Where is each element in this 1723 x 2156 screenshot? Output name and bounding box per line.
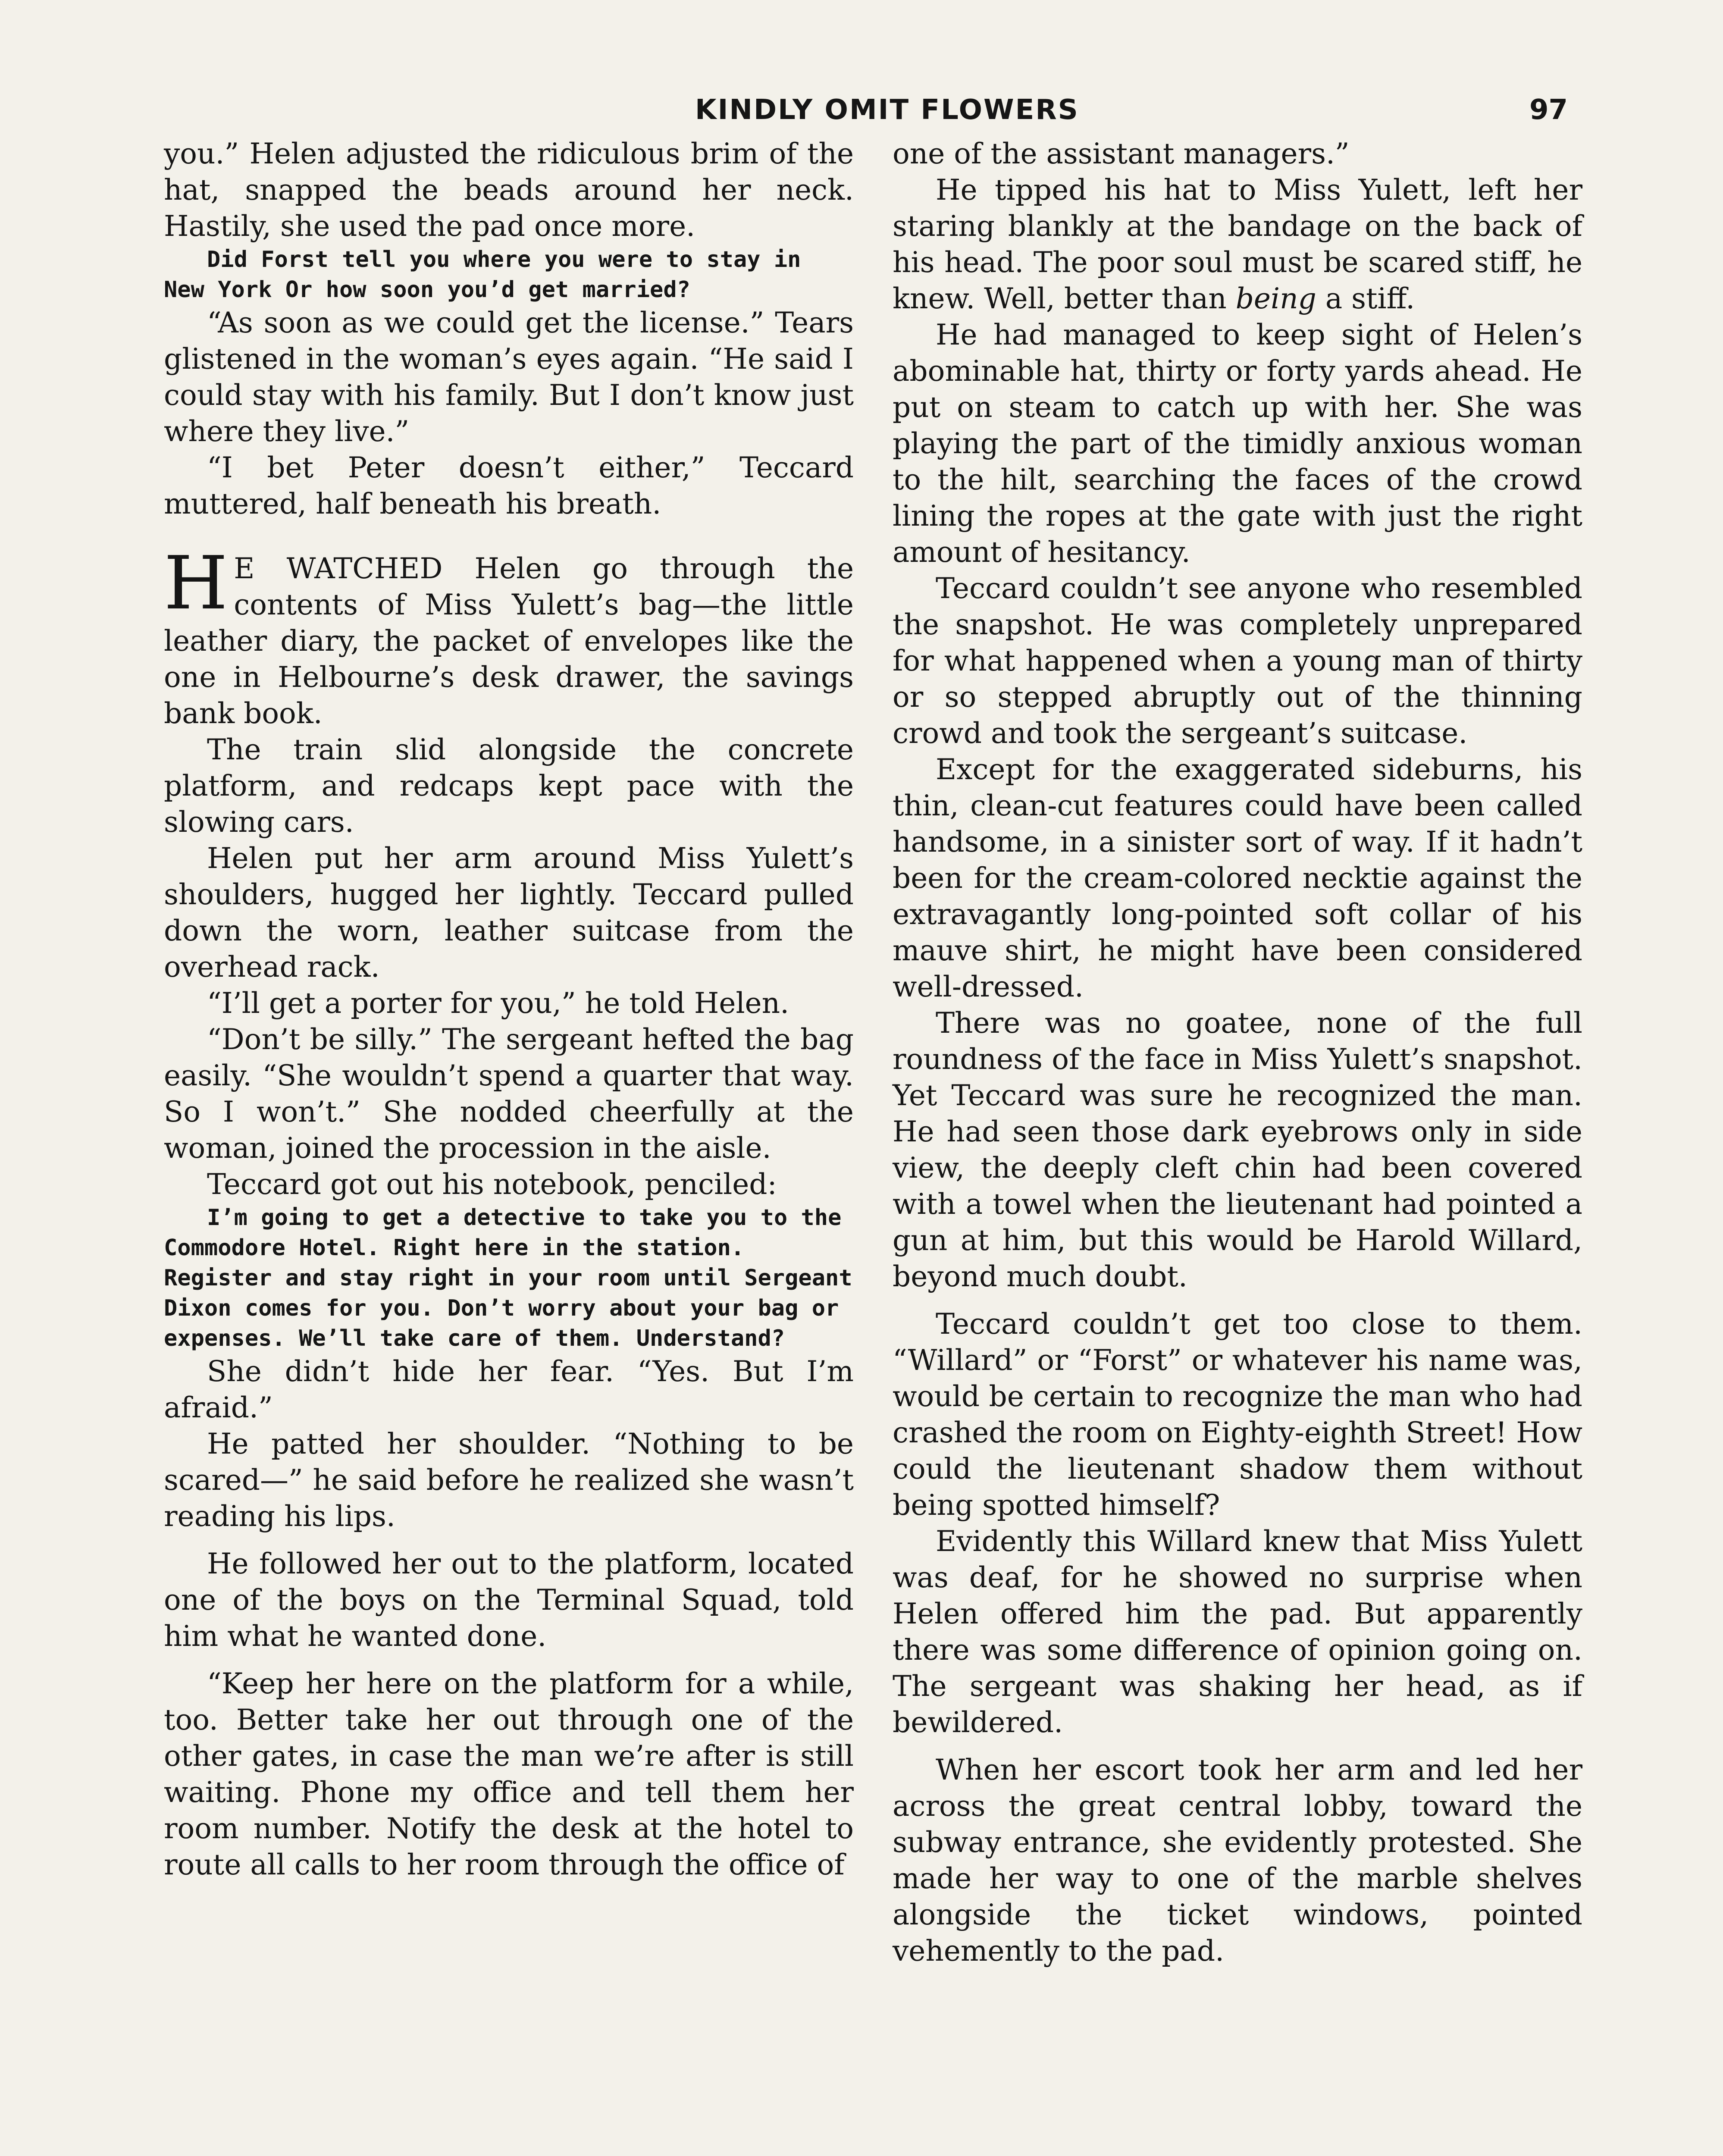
right-column xyxy=(893,136,1582,1969)
paragraph: “I’ll get a porter for you,” he told Helen. xyxy=(207,987,789,1020)
paragraph: Helen put her arm around Miss Yulett’s shoulders, hugged her lightly. Teccard pulled down the worn, leather suitcase from the overhead rack. xyxy=(164,842,854,984)
section-opening-paragraph xyxy=(164,541,854,732)
drop-cap: H xyxy=(164,541,228,626)
paragraph: He had managed to keep sight of Helen’s abominable hat, thirty or forty yards ahead. He put on steam to catch up with her. She was playing the part of the timidly anxious woman to the hilt, searching the faces of the crowd lining the ropes at the gate with just the right amount of hesitancy. xyxy=(893,318,1582,569)
paragraph: Evidently this Willard knew that Miss Yulett was deaf, for he showed no surprise when Helen offered him the pad. But apparently there was some difference of opinion going on. The sergeant was shaking her head, as if bewildered. xyxy=(893,1525,1582,1739)
section-break xyxy=(164,522,854,551)
paragraph: “As soon as we could get the license.” Tears glistened in the woman’s eyes again. “He said I could stay with his family. But I don’t know just where they live.” xyxy=(164,306,854,448)
paragraph: Except for the exaggerated sideburns, his thin, clean-cut features could have been called handsome, in a sinister sort of way. If it hadn’t been for the cream-colored necktie against the extravagantly long-pointed soft collar of his mauve shirt, he might have been considered well-dressed. xyxy=(893,753,1582,1003)
notepad-message: I’m going to get a detective to take you to the Commodore Hotel. Right here in the station. Register and stay right in your room until Sergeant Dixon comes for you. Don’t worry about your bag or expenses. We’ll take care of them. Understand? xyxy=(164,1205,852,1351)
paragraph: one of the assistant managers.” xyxy=(893,137,1350,170)
paragraph: The train slid alongside the concrete platform, and redcaps kept pace with the slowing cars. xyxy=(164,733,854,839)
paragraph: There was no goatee, none of the full roundness of the face in Miss Yulett’s snapshot. Yet Teccard was sure he recognized the man. He had seen those dark eyebrows only in side view, the deeply cleft chin had been covered with a towel when the lieutenant had pointed a gun at him, but this would be Harold Willard, beyond much doubt. xyxy=(893,1006,1582,1293)
paragraph: “I bet Peter doesn’t either,” Teccard muttered, half beneath his breath. xyxy=(164,451,854,520)
paragraph xyxy=(893,172,1582,317)
paragraph: He followed her out to the platform, located one of the boys on the Terminal Squad, told him what he wanted done. xyxy=(164,1547,854,1653)
paragraph-text: He tipped his hat to Miss Yulett, left her staring blankly at the bandage on the back of his head. The poor soul must be scared stiff, he knew. Well, better than xyxy=(893,173,1582,315)
paragraph-text: Helen go through the contents of Miss Yulett’s bag—the little leather diary, the packet of envelopes like the one in Helbourne’s desk drawer, the savings bank book. xyxy=(164,552,854,730)
paragraph: He patted her shoulder. “Nothing to be scared—” he said before he realized she wasn’t reading his lips. xyxy=(164,1427,854,1533)
small-caps-lead: E WATCHED xyxy=(234,552,443,585)
emphasis-text: being xyxy=(1235,282,1316,315)
paragraph: When her escort took her arm and led her across the great central lobby, toward the subway entrance, she evidently protested. She made her way to one of the marble shelves alongside the ticket windows, pointed vehemently to the pad. xyxy=(893,1753,1582,1968)
paragraph: Teccard got out his notebook, penciled: xyxy=(207,1168,777,1201)
left-column xyxy=(164,136,854,1883)
paragraph-text: a stiff. xyxy=(1316,282,1415,315)
paragraph: Teccard couldn’t get too close to them. “Willard” or “Forst” or whatever his name was, would be certain to recognize the man who had crashed the room on Eighty-eighth Street! How could the lieutenant shadow them without being spotted himself? xyxy=(893,1307,1582,1522)
notepad-message: Did Forst tell you where you were to stay in New York Or how soon you’d get married? xyxy=(164,247,801,303)
paragraph: “Don’t be silly.” The sergeant hefted the bag easily. “She wouldn’t spend a quarter that way. So I won’t.” She nodded cheerfully at the woman, joined the procession in the aisle. xyxy=(164,1023,854,1165)
page-number: 97 xyxy=(1529,94,1568,126)
paragraph: She didn’t hide her fear. “Yes. But I’m afraid.” xyxy=(164,1355,854,1424)
paragraph: “Keep her here on the platform for a while, too. Better take her out through one of the other gates, in case the man we’re after is still waiting. Phone my office and tell them her room number. Notify the desk at the hotel to route all calls to her room through the office of xyxy=(164,1667,854,1881)
paragraph: you.” Helen adjusted the ridiculous brim of the hat, snapped the beads around her neck. Hastily, she used the pad once more. xyxy=(164,137,854,243)
running-title: KINDLY OMIT FLOWERS xyxy=(695,94,1079,126)
paragraph: Teccard couldn’t see anyone who resembled the snapshot. He was completely unprepared for what happened when a young man of thirty or so stepped abruptly out of the thinning crowd and took the sergeant’s suitcase. xyxy=(893,572,1582,750)
